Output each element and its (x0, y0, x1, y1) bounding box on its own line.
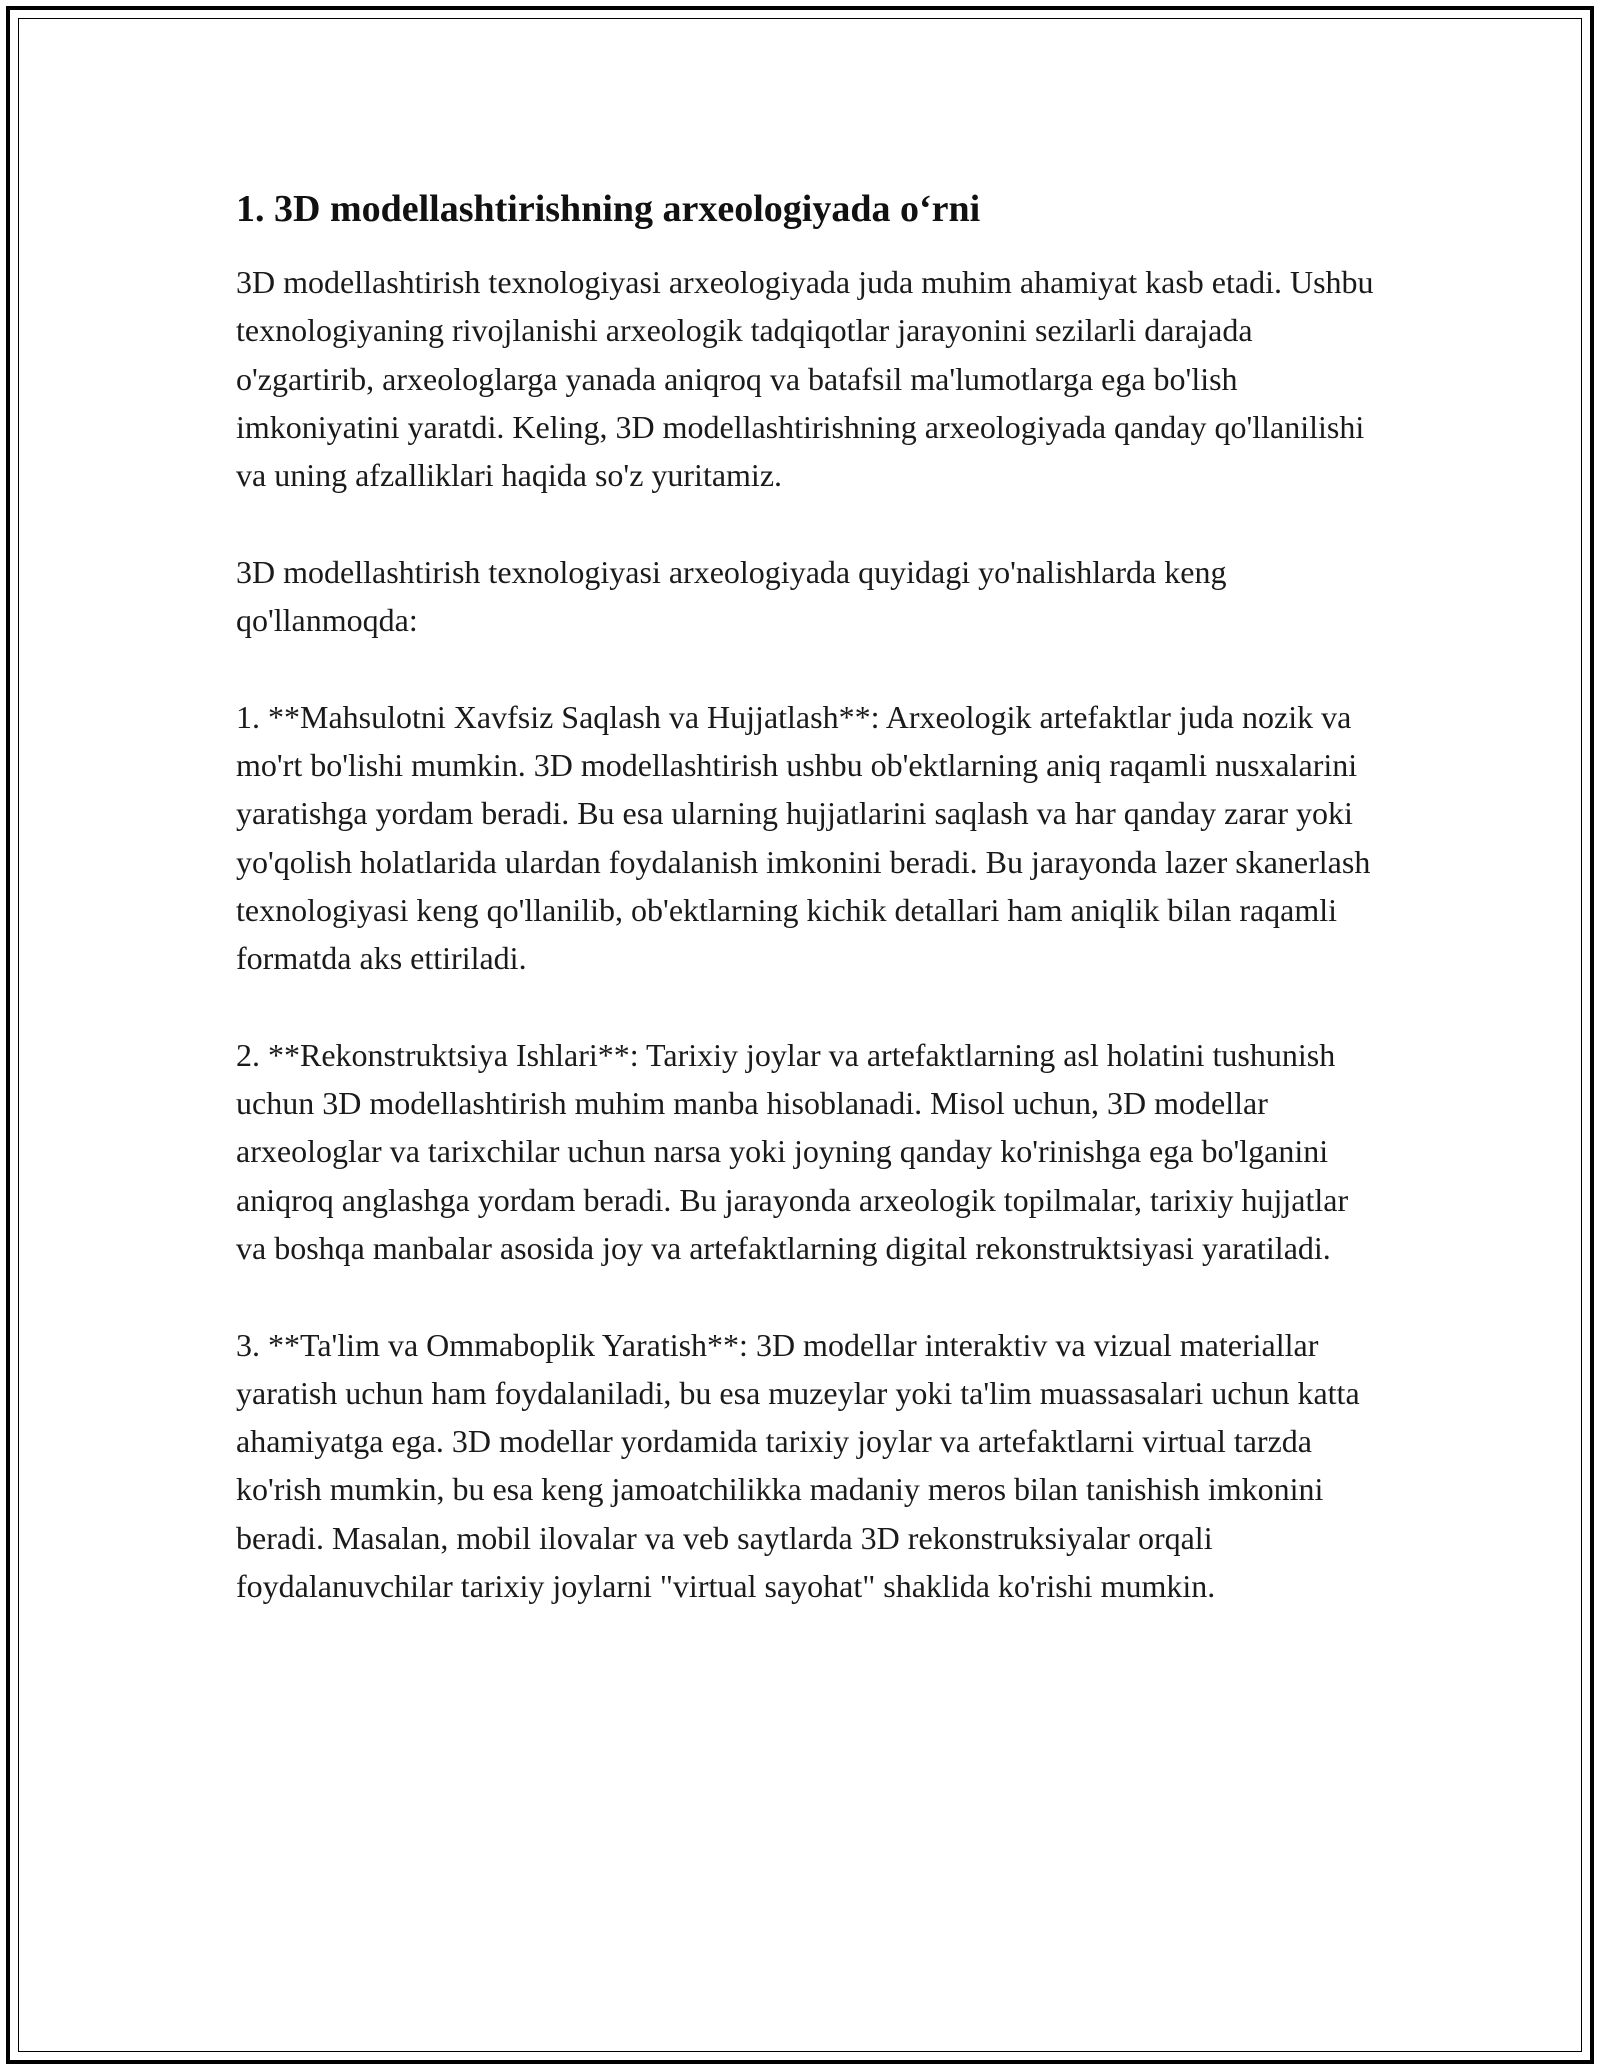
document-body (236, 186, 1376, 1659)
list-item-reconstruction: 2. **Rekonstruktsiya Ishlari**: Tarixiy joylar va artefaktlarning asl holatini tushunish uchun 3D modellashtirish muhim manba hisoblanadi. Misol uchun, 3D modellar arxeologlar va tarixchilar uchun narsa yoki joyning qanday ko'rinishga ega bo'lganini aniqroq anglashga yordam beradi. Bu jarayonda arxeologik topilmalar, tarixiy hujjatlar va boshqa manbalar asosida joy va artefaktlarning digital rekonstruktsiyasi yaratiladi. (236, 1036, 1349, 1266)
list-item-preservation: 1. **Mahsulotni Xavfsiz Saqlash va Hujjatlash**: Arxeologik artefaktlar juda nozik va mo'rt bo'lishi mumkin. 3D modellashtirish ushbu ob'ektlarning aniq raqamli nusxalarini yaratishga yordam beradi. Bu esa ularning hujjatlarini saqlash va har qanday zarar yoki yo'qolish holatlarida ulardan foydalanish imkonini beradi. Bu jarayonda lazer skanerlash texnologiyasi keng qo'llanilib, ob'ektlarning kichik detallari ham aniqlik bilan raqamli formatda aks ettiriladi. (236, 698, 1371, 977)
section-heading: 1. 3D modellashtirishning arxeologiyada oʻrni (236, 188, 981, 230)
intro-paragraph: 3D modellashtirish texnologiyasi arxeologiyada juda muhim ahamiyat kasb etadi. Ushbu texnologiyaning rivojlanishi arxeologik tadqiqotlar jarayonini sezilarli darajada o'zgartirib, arxeologlarga yanada aniqroq va batafsil ma'lumotlarga ega bo'lish imkoniyatini yaratdi. Keling, 3D modellashtirishning arxeologiyada qanday qo'llanilishi va uning afzalliklari haqida so'z yuritamiz. (236, 264, 1374, 494)
directions-intro-paragraph: 3D modellashtirish texnologiyasi arxeologiyada quyidagi yo'nalishlarda keng qo'llanmoqda: (236, 553, 1227, 639)
list-item-education: 3. **Ta'lim va Ommaboplik Yaratish**: 3D modellar interaktiv va vizual materiallar yaratish uchun ham foydalaniladi, bu esa muzeylar yoki ta'lim muassasalari uchun katta ahamiyatga ega. 3D modellar yordamida tarixiy joylar va artefaktlarni virtual tarzda ko'rish mumkin, bu esa keng jamoatchilikka madaniy meros bilan tanishish imkonini beradi. Masalan, mobil ilovalar va veb saytlarda 3D rekonstruksiyalar orqali foydalanuvchilar tarixiy joylarni "virtual sayohat" shaklida ko'rishi mumkin. (236, 1326, 1360, 1605)
